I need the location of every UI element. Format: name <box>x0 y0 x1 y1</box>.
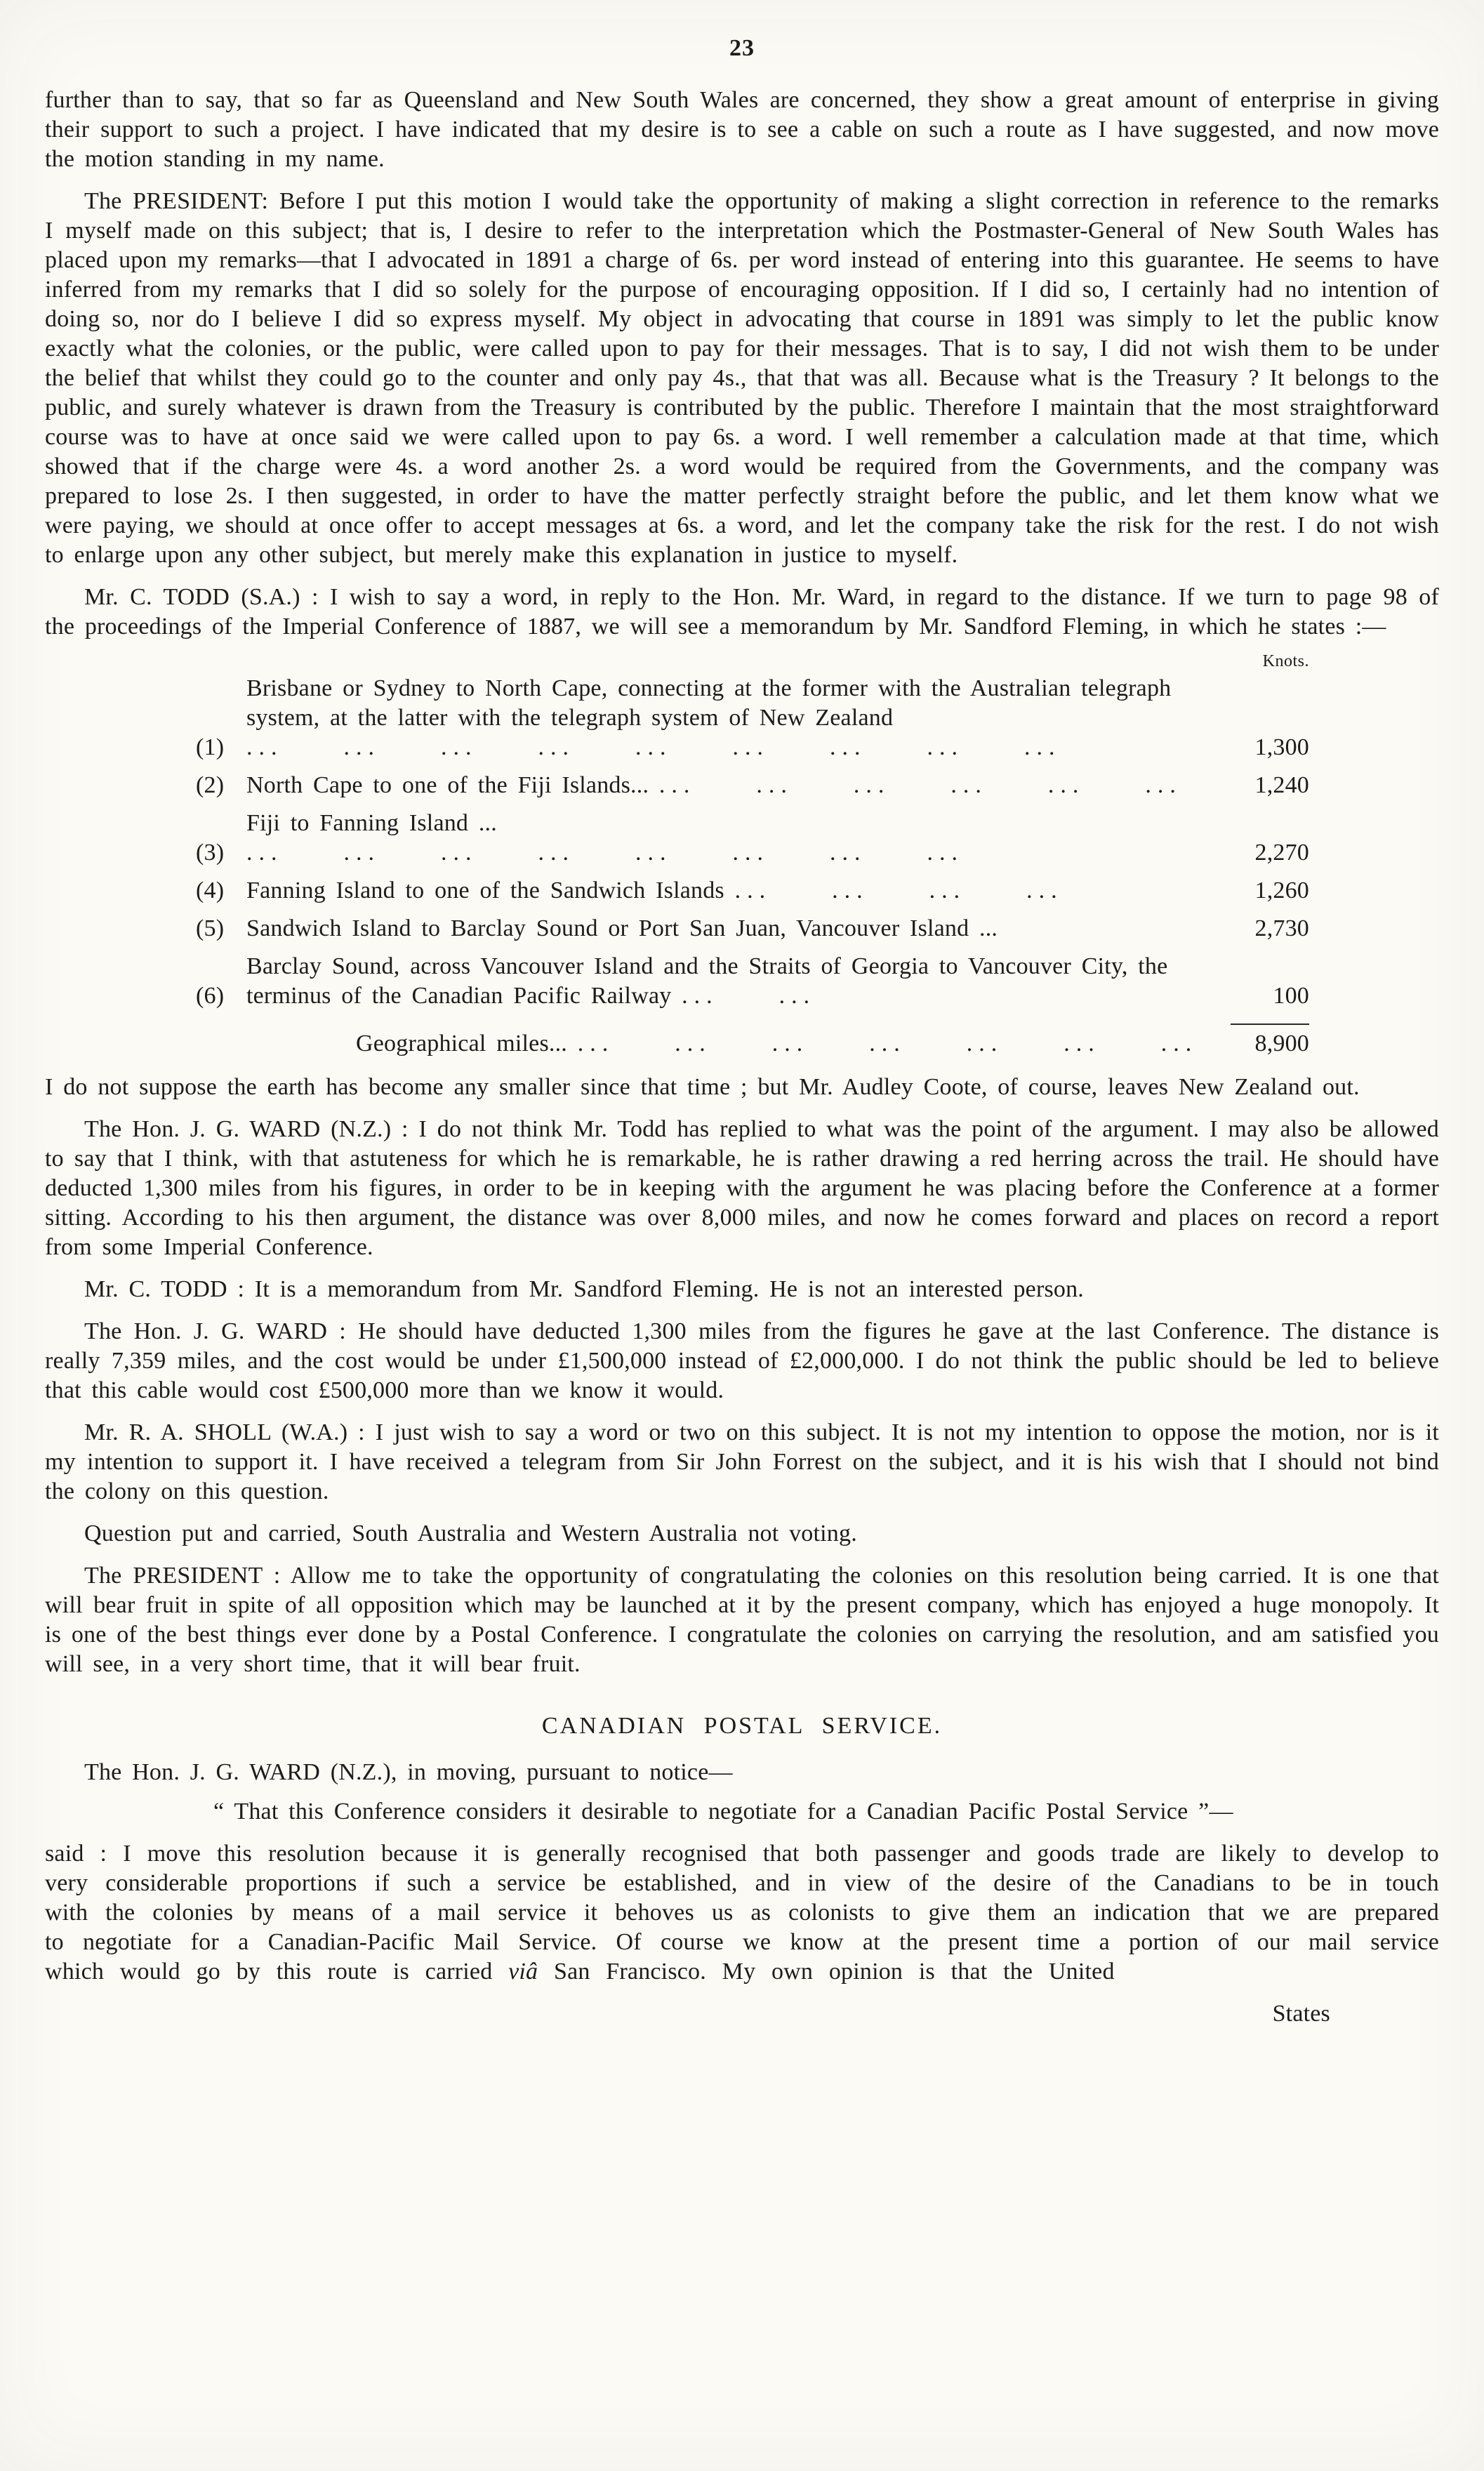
dot-leader: ... ... ... ... ... ... ... ... <box>246 840 964 866</box>
resolution-quote: “ That this Conference considers it desirable to negotiate for a Canadian Pacific Postal Service ”— <box>213 1798 1233 1824</box>
row-description: Barclay Sound, across Vancouver Island and the Straits of Georgia to Vancouver City, the terminus of the Canadian Pacific Railway <box>246 953 1168 1009</box>
paragraph-president-correction: The PRESIDENT: Before I put this motion I would take the opportunity of making a slight correction in reference to the remarks I myself made on this subject; that is, I desire to refer to the interpretation which the Postmaster-General of New South Wales has placed upon my remarks—that I advocated in 1891 a charge of 6s. per word instead of entering into this guarantee. He seems to have inferred from my remarks that I did so solely for the purpose of encouraging opposition. If I did so, I certainly had no intention of doing so, nor do I believe I did so express myself. My object in advocating that course in 1891 was simply to let the public know exactly what the colonies, or the public, were called upon to pay for their messages. That is to say, I did not wish them to be under the belief that whilst they could go to the counter and only pay 4s., that that was all. Because what is the Treasury ? It belongs to the public, and surely whatever is drawn from the Treasury is contributed by the public. Therefore I maintain that the most straightforward course was to have at once said we were called upon to pay 6s. a word. I well remember a calculation made at that time, which showed that if the charge were 4s. a word another 2s. a word would be required from the Governments, and the company was prepared to lose 2s. I then suggested, in order to have the matter perfectly straight before the public, and let them know what we were paying, we should at once offer to accept messages at 6s. a word, and let the company take the risk for the rest. I do not wish to enlarge upon any other subject, but merely make this explanation in justice to myself. <box>45 188 1439 568</box>
row-text <box>237 674 1231 762</box>
page-number: 23 <box>729 35 755 61</box>
row-description: Fanning Island to one of the Sandwich Islands <box>246 877 724 903</box>
section-heading: CANADIAN POSTAL SERVICE. <box>541 1713 943 1739</box>
catchword: States <box>1272 2001 1330 2027</box>
paragraph-ward-deducted: The Hon. J. G. WARD : He should have deducted 1,300 miles from the figures he gave at the last Conference. The distance is really 7,359 miles, and the cost would be under £1,500,000 instead of £2,000,000. I do not think the public should be led to believe that this cable would cost £500,000 more than we know it would. <box>45 1318 1439 1403</box>
row-value: 2,270 <box>1254 840 1309 866</box>
row-number: (6) <box>196 983 225 1009</box>
said-text-pre: said : I move this resolution because it is generally recognised that both passenger and goods trade are likely to develop to very considerable proportions if such a service be established, and in view of the desire of the Canadians to be in touch with the colonies by means of a mail service it behoves us as colonists to give them an indication that we are prepared to negotiate for a Canadian-Pacific Mail Service. Of course we know at the present time a portion of our mail service which would go by this route is carried <box>45 1841 1439 1985</box>
paragraph-sholl: Mr. R. A. SHOLL (W.A.) : I just wish to say a word or two on this subject. It is not my intention to oppose the motion, nor is it my intention to support it. I have received a telegram from Sir John Forrest on the subject, and it is his wish that I should not bind the colony on this question. <box>45 1419 1439 1504</box>
total-value: 8,900 <box>1231 1023 1309 1059</box>
table-unit-header: Knots. <box>1262 652 1309 670</box>
paragraph-todd-memorandum: Mr. C. TODD : It is a memorandum from Mr. Sandford Fleming. He is not an interested person. <box>84 1276 1085 1302</box>
row-value: 2,730 <box>1254 915 1309 941</box>
row-value: 1,240 <box>1254 772 1309 798</box>
row-value: 1,260 <box>1254 877 1309 903</box>
row-description: North Cape to one of the Fiji Islands... <box>246 772 649 798</box>
dot-leader: ... ... ... ... <box>734 877 1064 903</box>
row-description: Fiji to Fanning Island ... <box>246 810 497 836</box>
paragraph-president-congrats: The PRESIDENT : Allow me to take the opportunity of congratulating the colonies on this resolution being carried. It is one that will bear fruit in spite of all opposition which may be launched at it by the present company, which has enjoyed a huge monopoly. It is one of the best things ever done by a Postal Conference. I congratulate the colonies on carrying the resolution, and am satisfied you will see, in a very short time, that it will bear fruit. <box>45 1563 1439 1677</box>
paragraph-continuation: further than to say, that so far as Queensland and New South Wales are concerned, they show a great amount of enterprise in giving their support to such a project. I have indicated that my desire is to see a cable on such a route as I have suggested, and now move the motion standing in my name. <box>45 87 1439 172</box>
table-row <box>196 809 1309 868</box>
row-text <box>237 876 1231 906</box>
paragraph-said <box>45 1839 1439 1987</box>
row-value: 100 <box>1273 983 1309 1009</box>
paragraph-todd-distance: Mr. C. TODD (S.A.) : I wish to say a word, in reply to the Hon. Mr. Ward, in regard to the distance. If we turn to page 98 of the proceedings of the Imperial Conference of 1887, we will see a memorandum by Mr. Sandford Fleming, in which he states :— <box>45 584 1439 640</box>
paragraph-ward-reply: The Hon. J. G. WARD (N.Z.) : I do not think Mr. Todd has replied to what was the point of the argument. I may also be allowed to say that I think, with that astuteness for which he is remarkable, he is rather drawing a red herring across the trail. He should have deducted 1,300 miles from his figures, in order to be in keeping with the argument he was placing before the Conference at a former sitting. According to his then argument, the distance was over 8,000 miles, and now he comes forward and places on record a report from some Imperial Conference. <box>45 1116 1439 1260</box>
distance-table <box>196 651 1309 1059</box>
table-row <box>196 674 1309 762</box>
table-row <box>196 914 1309 943</box>
said-text-italic: viâ <box>508 1959 538 1985</box>
dot-leader: ... ... ... ... ... ... <box>658 772 1182 798</box>
dot-leader: ... ... ... ... ... ... ... ... ... <box>246 734 1061 760</box>
row-text <box>237 952 1231 1011</box>
total-label: Geographical miles... <box>356 1031 567 1056</box>
table-row <box>196 771 1309 800</box>
dot-leader: ... ... <box>682 983 816 1009</box>
dot-leader: ... ... ... ... ... ... ... <box>577 1031 1198 1056</box>
paragraph-earth-smaller: I do not suppose the earth has become any smaller since that time ; but Mr. Audley Coote, of course, leaves New Zealand out. <box>45 1074 1360 1100</box>
row-number: (2) <box>196 772 225 798</box>
table-row <box>196 952 1309 1011</box>
row-text <box>237 809 1231 868</box>
paragraph-ward-moving: The Hon. J. G. WARD (N.Z.), in moving, pursuant to notice— <box>84 1759 733 1785</box>
row-text <box>237 771 1231 800</box>
row-number: (3) <box>196 840 225 866</box>
table-total-row <box>196 1023 1309 1059</box>
total-text <box>237 1029 1231 1059</box>
row-description: Sandwich Island to Barclay Sound or Port San Juan, Vancouver Island ... <box>246 915 998 941</box>
said-text-post: San Francisco. My own opinion is that the United <box>538 1959 1115 1985</box>
row-description: Brisbane or Sydney to North Cape, connecting at the former with the Australian telegraph system, at the latter with the telegraph system of New Zealand <box>246 675 1172 731</box>
row-value: 1,300 <box>1254 734 1309 760</box>
row-text <box>237 914 1231 943</box>
row-number: (1) <box>196 734 225 760</box>
row-number: (5) <box>196 915 225 941</box>
row-number: (4) <box>196 877 225 903</box>
table-row <box>196 876 1309 906</box>
paragraph-question-put: Question put and carried, South Australia and Western Australia not voting. <box>84 1521 857 1546</box>
